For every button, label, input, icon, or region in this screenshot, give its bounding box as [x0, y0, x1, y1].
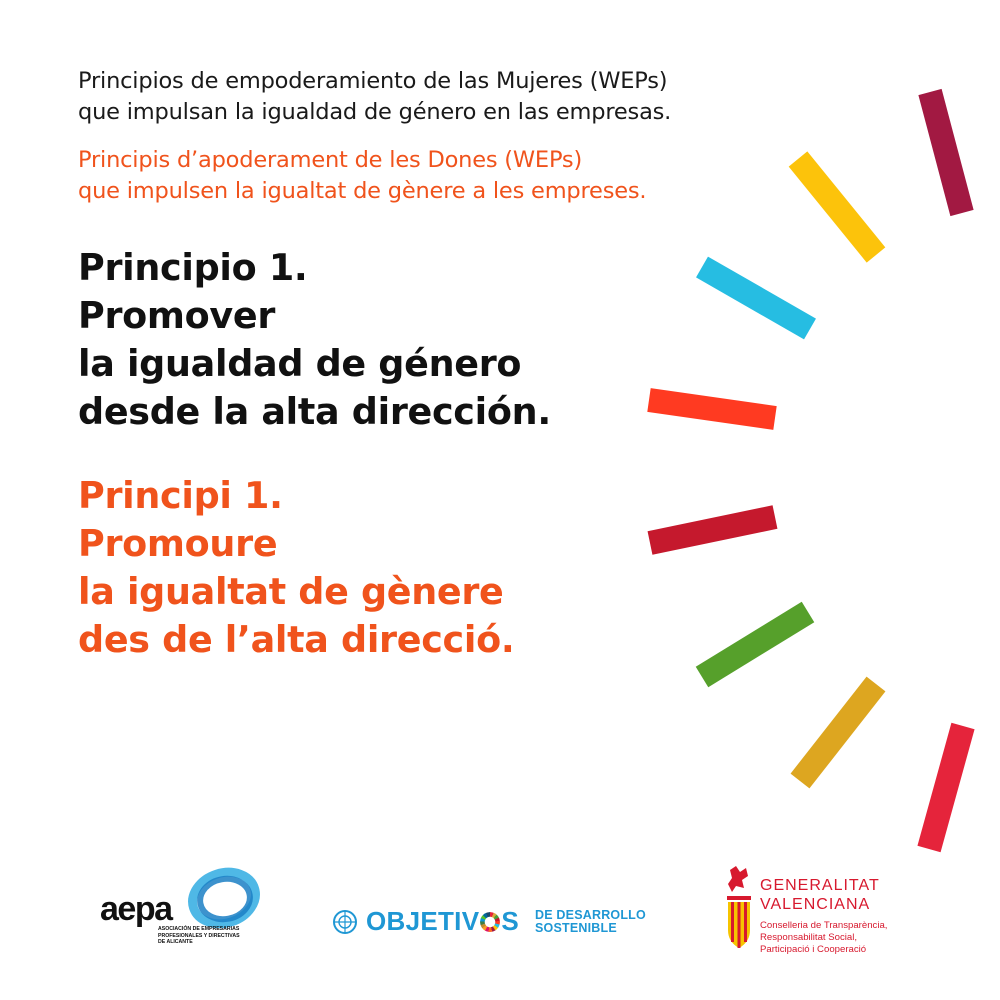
principle-ca-line-3: la igualtat de gènere	[78, 570, 504, 613]
ods-subtitle-line: SOSTENIBLE	[535, 921, 617, 935]
aepa-logo	[100, 862, 270, 952]
intro-es-line-1: Principios de empoderamiento de las Mujeres (WEPs)	[78, 68, 668, 94]
gva-name-line: GENERALITAT	[760, 877, 880, 894]
decorative-bar	[930, 92, 962, 213]
gva-department-line: Participació i Cooperació	[760, 944, 867, 955]
ods-word-end: S	[501, 906, 520, 936]
ods-word-start: OBJETIV	[366, 906, 480, 936]
gva-name-line: VALENCIANA	[760, 896, 871, 913]
decorative-bar	[702, 612, 808, 677]
ods-wordmark	[366, 906, 519, 936]
generalitat-valenciana-logo	[724, 862, 924, 962]
principle-ca-line-4: des de l’alta direcció.	[78, 618, 515, 661]
gva-department	[760, 920, 887, 956]
intro-ca-line-2: que impulsen la igualtat de gènere a les empreses.	[78, 178, 647, 204]
un-globe-icon	[332, 909, 358, 935]
principle-es-line-2: Promover	[78, 294, 276, 337]
ods-subtitle	[535, 909, 646, 935]
aepa-ring-icon	[182, 862, 266, 934]
gva-name	[760, 876, 880, 914]
coat-of-arms-icon	[724, 866, 754, 956]
ods-logo	[332, 906, 652, 940]
decorative-bar	[800, 684, 876, 781]
aepa-subtitle-line: PROFESIONALES Y DIRECTIVAS	[158, 932, 240, 939]
decorative-bar	[702, 267, 810, 329]
principle-heading-valencian	[78, 472, 678, 664]
principle-es-line-4: desde la alta dirección.	[78, 390, 551, 433]
aepa-subtitle-line: ASOCIACIÓN DE EMPRESARIAS	[158, 926, 240, 932]
intro-es-line-2: que impulsan la igualdad de género en las empresas.	[78, 99, 672, 125]
principle-ca-line-1: Principi 1.	[78, 474, 283, 517]
decorative-bar	[929, 726, 963, 849]
gva-department-line: Responsabilitat Social,	[760, 932, 858, 943]
intro-valencian	[78, 145, 838, 207]
gva-department-line: Conselleria de Transparència,	[760, 920, 888, 931]
aepa-subtitle-line: DE ALICANTE	[158, 939, 193, 946]
principle-es-line-3: la igualdad de género	[78, 342, 522, 385]
aepa-subtitle	[158, 926, 268, 946]
sdg-wheel-icon	[480, 912, 500, 932]
ods-subtitle-line: DE DESARROLLO	[535, 908, 646, 922]
principle-heading-spanish	[78, 244, 678, 436]
intro-ca-line-1: Principis d’apoderament de les Dones (WEPs)	[78, 147, 583, 173]
aepa-wordmark: aepa	[100, 890, 172, 928]
intro-spanish	[78, 66, 838, 128]
principle-ca-line-2: Promoure	[78, 522, 278, 565]
principle-es-line-1: Principio 1.	[78, 246, 308, 289]
